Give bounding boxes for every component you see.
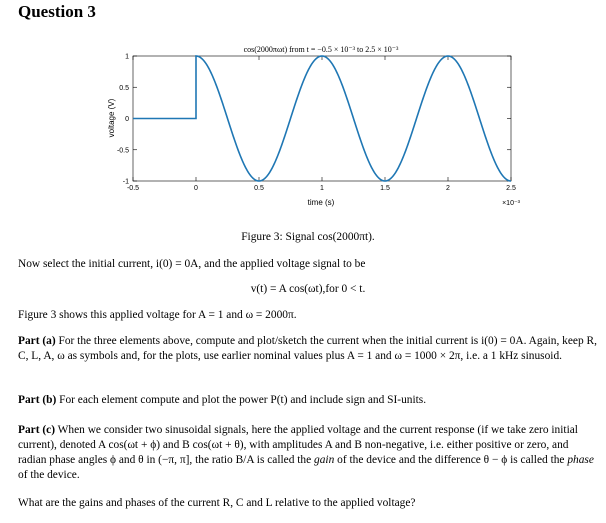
final-question: What are the gains and phases of the current R, C and L relative to the applied voltage? — [18, 497, 416, 509]
part-b — [18, 393, 598, 408]
phase-term: phase — [567, 454, 594, 466]
question-heading: Question 3 — [18, 2, 96, 21]
part-b-label: Part (b) — [18, 394, 57, 406]
paragraph-initial-current: Now select the initial current, i(0) = 0A, and the applied voltage signal to be — [18, 258, 366, 270]
part-c-text-2: of the device and the difference θ − ϕ is called the — [334, 454, 568, 466]
x-tick-label: 0.5 — [254, 185, 264, 192]
y-tick-label: -0.5 — [116, 147, 129, 155]
part-c — [18, 423, 598, 483]
chart-title: cos(2000πωt) from t = −0.5 × 10⁻³ to 2.5 × 10⁻³ — [243, 45, 399, 54]
x-axis-label: time (s) — [307, 198, 335, 207]
x-tick-label: 1 — [320, 185, 324, 192]
y-tick-label: 0 — [125, 116, 129, 123]
x-tick-label: 2 — [446, 185, 450, 192]
voltage-equation: v(t) = A cos(ωt),for 0 < t. — [250, 283, 366, 295]
part-c-text-3: of the device. — [18, 469, 80, 481]
part-a-label: Part (a) — [18, 335, 56, 347]
x-tick-label: 2.5 — [506, 185, 516, 192]
x-ticks — [125, 53, 516, 192]
part-b-text: For each element compute and plot the power P(t) and include sign and SI-units. — [59, 394, 427, 406]
part-c-label: Part (c) — [18, 424, 55, 436]
gain-term: gain — [314, 454, 335, 466]
x-tick-label: 0 — [194, 185, 198, 192]
paragraph-figure-reference: Figure 3 shows this applied voltage for A = 1 and ω = 2000π. — [18, 309, 297, 321]
part-c-text-1: When we consider two sinusoidal signals, here the applied voltage and the current response (if we take zero initial current), denoted A cos(ωt + ϕ) and B cos(ωt + θ), with amplitudes A and B non-negative, i.e. either positive or zero, and radian phase angles ϕ and θ in (−π, π], the ratio B/A is called the — [18, 424, 578, 466]
x-exponent-label: ×10⁻³ — [502, 200, 520, 207]
part-a-text: For the three elements above, compute and plot/sketch the current when the initial current is i(0) = 0A. Again, keep R, C, L, A, ω as symbols and, for the plots, use earlier nominal values plus A = 1 and ω = 1000 × 2π, i.e. a 1 kHz sinusoid. — [18, 335, 597, 362]
figure-caption: Figure 3: Signal cos(2000πt). — [241, 231, 375, 243]
y-axis-label: voltage (V) — [107, 98, 116, 138]
y-tick-label: 1 — [125, 53, 129, 61]
y-ticks — [117, 54, 511, 186]
x-tick-label: 1.5 — [380, 185, 390, 192]
y-tick-label: 0.5 — [119, 84, 129, 92]
x-tick-label: -0.5 — [126, 185, 140, 192]
signal-line — [133, 56, 511, 181]
y-tick-label: -1 — [122, 178, 129, 186]
part-a — [18, 334, 598, 364]
